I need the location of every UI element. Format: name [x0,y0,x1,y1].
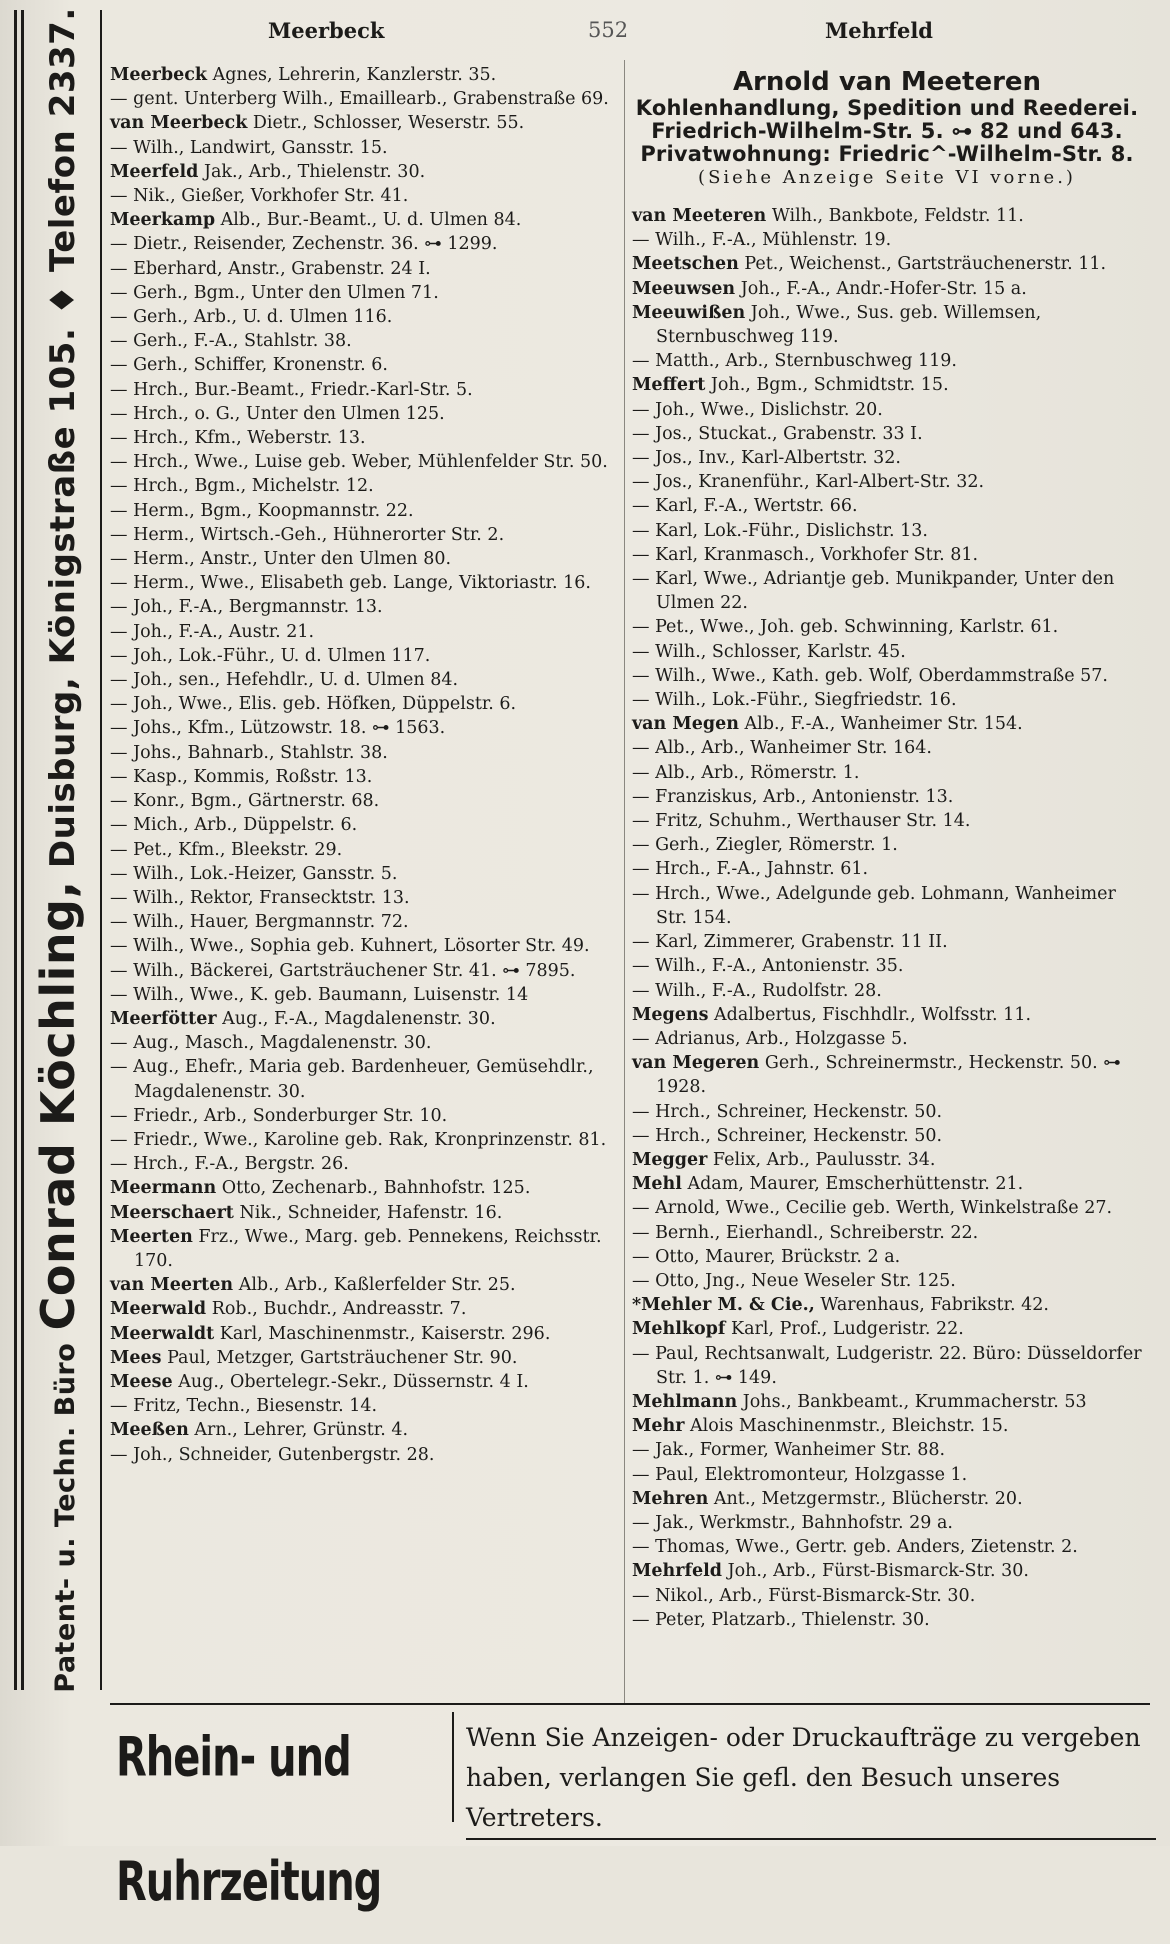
side-advertisement-band [10,7,102,1693]
entry-surname: Meerten [110,1226,193,1247]
entry-details: Felix, Arb., Paulusstr. 34. [707,1149,936,1170]
entry-details: — Herm., Wwe., Elisabeth geb. Lange, Viktoriastr. 16. [110,573,591,594]
entry-details: — Friedr., Wwe., Karoline geb. Rak, Kronprinzenstr. 81. [110,1129,607,1150]
directory-entry [110,63,616,87]
entry-details: — Wilh., Wwe., K. geb. Baumann, Luisenstr. 14 [110,984,529,1005]
right-column [632,63,1142,1632]
entry-details: Alb., Arb., Kaßlerfelder Str. 25. [233,1275,516,1296]
directory-entry [110,1031,616,1055]
directory-entry [632,446,1142,470]
directory-entry [632,1463,1142,1487]
directory-entry [632,688,1142,712]
entry-surname: Meerbeck [110,65,208,85]
entry-surname: Mehren [632,1488,709,1509]
page-number: 552 [588,18,629,42]
entry-details: Joh., F.-A., Andr.-Hofer-Str. 15 a. [735,278,1027,299]
directory-entry [110,668,616,692]
entry-details: — Karl, Wwe., Adriantje geb. Munikpander, Unter den Ulmen 22. [632,569,1115,614]
directory-entry [632,1100,1142,1124]
directory-entry [110,1370,616,1394]
entry-surname: van Meerten [110,1275,234,1296]
entry-details: — Karl, Kranmasch., Vorkhofer Str. 81. [632,544,979,565]
entry-details: Rob., Buchdr., Andreasstr. 7. [206,1299,467,1320]
directory-entry [110,160,616,184]
entry-details: — Joh., Schneider, Gutenbergstr. 28. [110,1444,435,1465]
directory-entry [632,543,1142,567]
entry-details: — Wilh., Rektor, Fransecktstr. 13. [110,887,410,908]
directory-entry [632,1221,1142,1245]
entry-details: Nik., Schneider, Hafenstr. 16. [233,1202,503,1223]
entry-details: — Wilh., F.-A., Rudolfstr. 28. [632,980,882,1001]
entry-details: Alb., Bur.-Beamt., U. d. Ulmen 84. [215,210,522,231]
directory-entry [632,301,1142,349]
entry-details: Johs., Bankbeamt., Krummacherstr. 53 [737,1391,1087,1412]
entry-details: Karl, Prof., Ludgeristr. 22. [725,1319,964,1340]
entry-details: — Aug., Ehefr., Maria geb. Bardenheuer, Gemüsehdlr., Magdalenenstr. 30. [110,1057,594,1102]
entry-surname: Mehlkopf [632,1319,726,1340]
directory-entry [110,1128,616,1152]
ad-line-address: Friedrich-Wilhelm-Str. 5. ⊶ 82 und 643. [651,119,1123,143]
directory-entry [632,228,1142,252]
entry-details: — Gerh., Ziegler, Römerstr. 1. [632,835,898,856]
entry-details: — Franziskus, Arb., Antonienstr. 13. [632,786,954,807]
entry-details: — Wilh., Wwe., Sophia geb. Kuhnert, Lösorter Str. 49. [110,936,590,957]
entry-surname: Meerwaldt [110,1323,215,1344]
entry-surname: Meeßen [110,1420,189,1441]
directory-entry [632,519,1142,543]
directory-entry [110,1322,616,1346]
directory-entry [632,1608,1142,1632]
header-right-keyword: Mehrfeld [825,18,933,43]
entry-details: — Herm., Bgm., Koopmannstr. 22. [110,500,414,521]
entry-details: Frz., Wwe., Marg. geb. Pennekens, Reichsstr. 170. [134,1226,602,1271]
directory-entry [632,398,1142,422]
entry-details: Gerh., Schreinermstr., Heckenstr. 50. ⊶ 1928. [656,1053,1121,1098]
directory-entry [110,450,616,474]
directory-entry [110,644,616,668]
entry-surname: Meerschaert [110,1202,234,1223]
directory-entry [110,838,616,862]
entry-details: — Thomas, Wwe., Gertr. geb. Anders, Zietenstr. 2. [632,1537,1078,1558]
entry-details: — Pet., Wwe., Joh. geb. Schwinning, Karlstr. 61. [632,617,1059,638]
entry-details: — Dietr., Reisender, Zechenstr. 36. ⊶ 1299. [110,234,498,255]
directory-entry [632,1559,1142,1583]
directory-entry [632,640,1142,664]
entry-details: — Eberhard, Anstr., Grabenstr. 24 I. [110,258,431,279]
footer-divider [452,1712,454,1822]
directory-entry [110,1176,616,1200]
entry-details: — Hrch., Kfm., Weberstr. 13. [110,428,366,449]
entry-details: Wilh., Bankbote, Feldstr. 11. [766,206,1024,226]
directory-entry [110,910,616,934]
directory-entry [632,373,1142,397]
advertisement-meeteren [632,67,1142,190]
entry-details: — Gerh., F.-A., Stahlstr. 38. [110,331,352,352]
entry-details: — Jak., Former, Wanheimer Str. 88. [632,1440,946,1461]
entry-details: — Johs., Kfm., Lützowstr. 18. ⊶ 1563. [110,718,446,739]
entry-details: — Wilh., Landwirt, Gansstr. 15. [110,137,388,158]
entry-details: — Gerh., Schiffer, Kronenstr. 6. [110,355,388,376]
directory-entry [632,1196,1142,1220]
entry-surname: Mehrfeld [632,1561,722,1582]
directory-entry [632,1414,1142,1438]
entry-surname: Meerfeld [110,161,199,182]
directory-entry [110,741,616,765]
entry-details: — Fritz, Techn., Biesenstr. 14. [110,1396,378,1417]
directory-entry [632,615,1142,639]
directory-entry [110,111,616,135]
directory-entry [632,204,1142,228]
entry-details: — Wilh., Lok.-Heizer, Gansstr. 5. [110,863,398,884]
ad-line-business: Kohlenhandlung, Spedition und Reederei. [635,96,1139,120]
entry-details: — Bernh., Eierhandl., Schreiberstr. 22. [632,1222,979,1243]
directory-entry [632,1342,1142,1390]
entry-details: — Hrch., Schreiner, Heckenstr. 50. [632,1125,943,1146]
entry-details: — Hrch., Wwe., Luise geb. Weber, Mühlenfelder Str. 50. [110,452,608,473]
directory-entry [632,1124,1142,1148]
entry-surname: van Meerbeck [110,113,248,134]
entry-details: — Wilh., Hauer, Bergmannstr. 72. [110,912,409,933]
directory-entry [632,470,1142,494]
directory-entry [632,1051,1142,1099]
entry-surname: van Meeteren [632,206,767,226]
entry-details: — Paul, Elektromonteur, Holzgasse 1. [632,1464,968,1485]
entry-details: — Konr., Bgm., Gärtnerstr. 68. [110,791,380,812]
directory-entry [110,281,616,305]
entry-details: — Hrch., Bgm., Michelstr. 12. [110,476,374,497]
entry-details: — Kasp., Kommis, Roßstr. 13. [110,766,373,787]
directory-entry [110,1346,616,1370]
ad-title: Arnold van Meeteren [732,67,1042,97]
entry-surname: van Megen [632,714,739,735]
entry-surname: *Mehler M. & Cie., [632,1295,815,1316]
entry-surname: Mehlmann [632,1391,738,1412]
entry-surname: Meetschen [632,254,739,275]
entry-details: — Paul, Rechtsanwalt, Ludgeristr. 22. Büro: Düsseldorfer Str. 1. ⊶ 149. [632,1343,1142,1388]
directory-entry [110,1273,616,1297]
entry-surname: Mehr [632,1416,685,1437]
entry-details: Warenhaus, Fabrikstr. 42. [814,1295,1049,1316]
entry-details: Jak., Arb., Thielenstr. 30. [198,161,426,182]
directory-entry [632,1003,1142,1027]
directory-entry [632,761,1142,785]
entry-surname: Meese [110,1371,173,1392]
entry-details: Karl, Maschinenmstr., Kaiserstr. 296. [214,1323,551,1344]
entry-details: — Hrch., F.-A., Jahnstr. 61. [632,859,869,880]
entry-details: — Gerh., Arb., U. d. Ulmen 116. [110,307,393,328]
entry-details: Joh., Bgm., Schmidtstr. 15. [705,375,949,396]
entry-surname: Meffert [632,375,706,396]
entry-details: — Jos., Kranenführ., Karl-Albert-Str. 32. [632,472,985,493]
directory-entry [632,882,1142,930]
directory-entry [632,857,1142,881]
right-entries [632,204,1142,1632]
left-column [110,63,616,1467]
directory-entry [632,930,1142,954]
side-ad-phone: Telefon 2337. [43,7,83,272]
directory-entry [110,547,616,571]
directory-entry [110,1297,616,1321]
entry-details: — Pet., Kfm., Bleekstr. 29. [110,839,343,860]
directory-entry [632,1438,1142,1462]
entry-details: — Alb., Arb., Wanheimer Str. 164. [632,738,932,759]
directory-entry [110,184,616,208]
directory-entry [632,1511,1142,1535]
entry-surname: Megger [632,1149,708,1170]
directory-entry [110,257,616,281]
entry-details: — Jos., Stuckat., Grabenstr. 33 I. [632,423,923,444]
directory-entry [110,474,616,498]
entry-surname: Meerfötter [110,1008,217,1029]
directory-entry [110,353,616,377]
band-rule [21,10,24,1690]
entry-details: Aug., Obertelegr.-Sekr., Düssernstr. 4 I. [172,1371,529,1392]
directory-entry [632,349,1142,373]
entry-details: Pet., Weichenst., Gartsträuchenerstr. 11. [738,254,1107,275]
directory-entry [110,136,616,160]
entry-details: — Karl, F.-A., Wertstr. 66. [632,496,858,517]
entry-details: Dietr., Schlosser, Weserstr. 55. [247,113,525,134]
ad-reference: (Siehe Anzeige Seite VI vorne.) [698,167,1076,188]
directory-entry [110,1201,616,1225]
directory-entry [632,1535,1142,1559]
directory-entry [110,426,616,450]
side-ad-separator: ♦ [43,284,83,316]
ad-line-private: Privatwohnung: Friedric^-Wilhelm-Str. 8. [640,142,1134,166]
side-advertisement-text [31,7,85,1692]
band-rule [14,10,17,1690]
entry-details: — Joh., Wwe., Dislichstr. 20. [632,399,883,420]
entry-details: — Wilh., Schlosser, Karlstr. 45. [632,641,906,662]
directory-entry [110,983,616,1007]
directory-entry [110,620,616,644]
directory-entry [110,1104,616,1128]
entry-details: Alois Maschinenmstr., Bleichstr. 15. [684,1416,1009,1437]
entry-details: — Mich., Arb., Düppelstr. 6. [110,815,358,836]
entry-details: — gent. Unterberg Wilh., Emaillearb., Grabenstraße 69. [110,89,609,110]
directory-entry [632,1487,1142,1511]
entry-surname: Meerwald [110,1299,207,1320]
entry-details: Arn., Lehrer, Grünstr. 4. [188,1420,409,1441]
directory-entry [110,789,616,813]
directory-entry [110,571,616,595]
entry-details: — Johs., Bahnarb., Stahlstr. 38. [110,742,388,763]
entry-details: — Wilh., F.-A., Mühlenstr. 19. [632,230,892,251]
directory-entry [632,1317,1142,1341]
entry-surname: Meermann [110,1178,217,1199]
directory-entry [110,208,616,232]
directory-entry [632,664,1142,688]
directory-entry [632,567,1142,615]
directory-entry [110,813,616,837]
entry-details: — Wilh., F.-A., Antonienstr. 35. [632,956,904,977]
entry-details: Otto, Zechenarb., Bahnhofstr. 125. [216,1178,531,1199]
directory-entry [110,305,616,329]
entry-details: — Herm., Anstr., Unter den Ulmen 80. [110,549,452,570]
entry-details: — Hrch., Wwe., Adelgunde geb. Lohmann, Wanheimer Str. 154. [632,883,1116,928]
entry-details: — Fritz, Schuhm., Werthauser Str. 14. [632,811,971,832]
entry-details: — Nik., Gießer, Vorkhofer Str. 41. [110,186,409,207]
entry-details: — Joh., Wwe., Elis. geb. Höfken, Düppelstr. 6. [110,694,517,715]
directory-entry [110,692,616,716]
entry-details: Aug., F.-A., Magdalenenstr. 30. [216,1008,496,1029]
directory-entry [632,785,1142,809]
entry-details: — Friedr., Arb., Sonderburger Str. 10. [110,1105,448,1126]
entry-details: — Joh., Lok.-Führ., U. d. Ulmen 117. [110,645,431,666]
directory-entry [632,809,1142,833]
entry-surname: van Megeren [632,1053,760,1074]
directory-entry [632,1584,1142,1608]
directory-entry [110,402,616,426]
entry-details: — Joh., F.-A., Austr. 21. [110,621,315,642]
directory-entry [110,595,616,619]
entry-details: — Karl, Lok.-Führ., Dislichstr. 13. [632,520,928,541]
entry-details: — Wilh., Bäckerei, Gartsträuchener Str. 41. ⊶ 7895. [110,960,576,981]
entry-details: — Gerh., Bgm., Unter den Ulmen 71. [110,282,439,303]
side-ad-address: Duisburg, Königstraße 105. [43,327,83,869]
directory-entry [632,712,1142,736]
entry-details: Joh., Wwe., Sus. geb. Willemsen, Sternbuschweg 119. [656,302,1042,348]
entry-details: — Hrch., o. G., Unter den Ulmen 125. [110,403,445,424]
entry-details: — Peter, Platzarb., Thielenstr. 30. [632,1609,930,1630]
entry-details: — Jos., Inv., Karl-Albertstr. 32. [632,448,901,469]
directory-entry [632,1293,1142,1317]
directory-entry [632,252,1142,276]
entry-details: — Arnold, Wwe., Cecilie geb. Werth, Winkelstraße 27. [632,1198,1113,1219]
directory-entry [110,87,616,111]
entry-details: — Karl, Zimmerer, Grabenstr. 11 II. [632,932,948,953]
footer-line-1: Wenn Sie Anzeigen- oder Druckaufträge zu vergeben [466,1723,1141,1752]
entry-details: — Wilh., Wwe., Kath. geb. Wolf, Oberdammstraße 57. [632,665,1108,686]
directory-entry [632,1269,1142,1293]
entry-details: — Jak., Werkmstr., Bahnhofstr. 29 a. [632,1512,953,1533]
directory-entry [632,422,1142,446]
directory-entry [632,833,1142,857]
entry-details: Agnes, Lehrerin, Kanzlerstr. 35. [207,65,497,85]
directory-entry [632,1245,1142,1269]
directory-entry [110,716,616,740]
directory-entry [110,959,616,983]
entry-details: — Nikol., Arb., Fürst-Bismarck-Str. 30. [632,1585,976,1606]
entry-details: Adalbertus, Fischhdlr., Wolfsstr. 11. [708,1004,1032,1025]
entry-surname: Mees [110,1347,162,1368]
entry-surname: Megens [632,1004,709,1025]
entry-details: — Joh., sen., Hefehdlr., U. d. Ulmen 84. [110,670,459,691]
footer-line-2: haben, verlangen Sie gefl. den Besuch unseres Vertreters. [466,1758,1156,1840]
band-rule [100,10,102,1690]
directory-entry [632,277,1142,301]
entry-details: — Joh., F.-A., Bergmannstr. 13. [110,597,383,618]
directory-entry [632,736,1142,760]
entry-details: — Otto, Maurer, Brückstr. 2 a. [632,1246,901,1267]
entry-details: — Hrch., Schreiner, Heckenstr. 50. [632,1101,943,1122]
footer-advertisement [466,1718,1156,1840]
entry-details: Joh., Arb., Fürst-Bismarck-Str. 30. [722,1561,1029,1582]
directory-entry [632,494,1142,518]
column-divider [624,60,625,1705]
entry-details: — Aug., Masch., Magdalenenstr. 30. [110,1033,432,1054]
directory-entry [110,1443,616,1467]
side-ad-prefix: Patent- u. Techn. Büro [50,1342,81,1693]
directory-entry [110,1418,616,1442]
entry-details: — Wilh., Lok.-Führ., Siegfriedstr. 16. [632,690,957,711]
directory-entry [110,1007,616,1031]
newspaper-logo: Rhein- und Ruhrzeitung [116,1726,382,1914]
directory-entry [110,523,616,547]
directory-entry [632,1390,1142,1414]
entry-details: — Hrch., F.-A., Bergstr. 26. [110,1154,349,1175]
directory-entry [110,862,616,886]
entry-details: — Adrianus, Arb., Holzgasse 5. [632,1028,908,1049]
entry-details: Ant., Metzgermstr., Blücherstr. 20. [708,1488,1023,1509]
entry-details: — Otto, Jng., Neue Weseler Str. 125. [632,1270,956,1291]
directory-entry [632,979,1142,1003]
directory-entry [110,1225,616,1273]
directory-entry [110,1152,616,1176]
directory-entry [110,765,616,789]
directory-entry [110,886,616,910]
entry-details: — Herm., Wirtsch.-Geh., Hühnerorter Str. 2. [110,524,505,545]
directory-entry [632,954,1142,978]
entry-details: — Matth., Arb., Sternbuschweg 119. [632,351,957,372]
entry-details: — Alb., Arb., Römerstr. 1. [632,762,860,783]
directory-entry [110,1394,616,1418]
directory-entry [110,232,616,256]
entry-surname: Mehl [632,1174,682,1195]
directory-entry [632,1148,1142,1172]
page-header [120,12,1140,52]
entry-surname: Meeuwißen [632,302,746,323]
directory-entry [110,378,616,402]
header-left-keyword: Meerbeck [268,18,385,43]
directory-entry [110,329,616,353]
entry-details: Adam, Maurer, Emscherhüttenstr. 21. [681,1174,1024,1195]
side-ad-name: Conrad Köchling, [31,880,85,1331]
entry-details: Alb., F.-A., Wanheimer Str. 154. [738,714,1023,735]
directory-entry [110,934,616,958]
entry-surname: Meerkamp [110,210,216,231]
directory-entry [632,1172,1142,1196]
entry-surname: Meeuwsen [632,278,736,299]
directory-entry [110,1055,616,1103]
directory-entry [110,499,616,523]
entry-details: Paul, Metzger, Gartsträuchener Str. 90. [161,1347,518,1368]
directory-entry [632,1027,1142,1051]
entry-details: — Hrch., Bur.-Beamt., Friedr.-Karl-Str. 5. [110,379,473,400]
